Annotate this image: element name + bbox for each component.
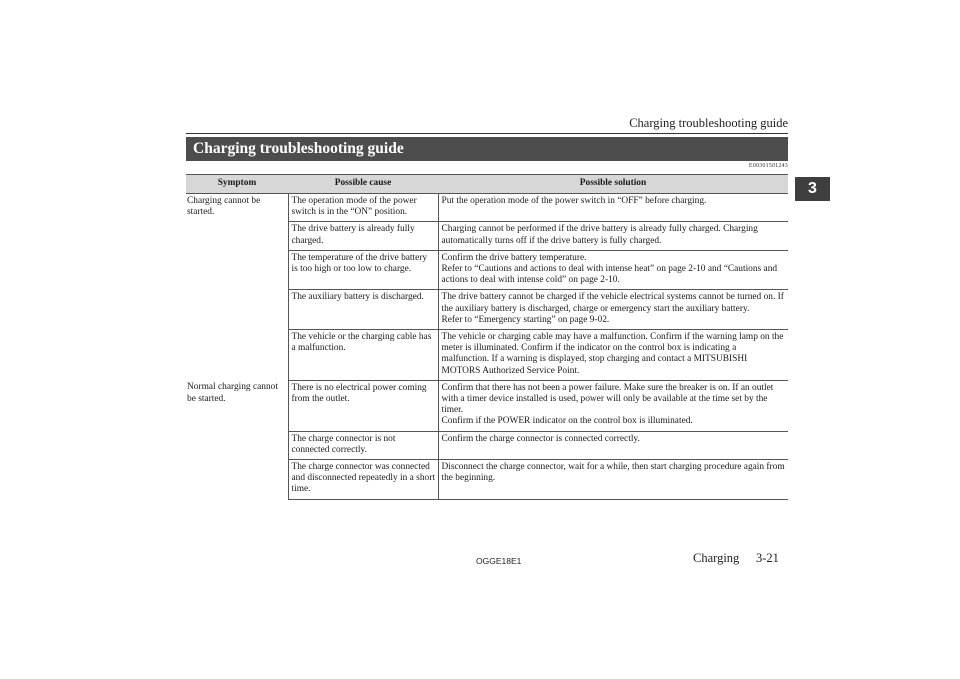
header-symptom: Symptom (186, 175, 288, 194)
solution-line: Put the operation mode of the power switch in “OFF” before charging. (441, 196, 707, 206)
solution-cell (438, 380, 788, 431)
table-header-row (186, 175, 788, 194)
cause-cell: The drive battery is already fully charged. (288, 222, 438, 250)
solution-cell (438, 194, 788, 222)
solution-line: Charging cannot be performed if the drive battery is already fully charged. Charging automatically turns off if the drive battery is fully charged. (441, 224, 758, 246)
solution-line: Disconnect the charge connector, wait for a while, then start charging procedure again from the beginning. (441, 462, 785, 484)
solution-line: The vehicle or charging cable may have a malfunction. Confirm if the warning lamp on the meter is illuminated. Confirm if the indicator on the control box is indicating a malfunction. If a warning is displayed, stop charging and contact a MITSUBISHI MOTORS Authorized Service Point. (441, 332, 784, 376)
table-row (186, 380, 788, 431)
cause-cell: The charge connector was connected and disconnected repeatedly in a short time. (288, 460, 438, 500)
header-solution: Possible solution (438, 175, 788, 194)
solution-line: The drive battery cannot be charged if the vehicle electrical systems cannot be turned on. If the auxiliary battery is discharged, charge or emergency start the auxiliary battery. (441, 292, 784, 314)
solution-cell (438, 290, 788, 330)
solution-line: Confirm the charge connector is connected correctly. (441, 433, 640, 444)
section-code: E00301501243 (748, 163, 788, 169)
running-head: Charging troubleshooting guide (629, 116, 788, 130)
solution-cell (438, 250, 788, 290)
footer-code: OGGE18E1 (476, 556, 522, 566)
section-title: Charging troubleshooting guide (186, 137, 788, 161)
cause-cell: The charge connector is not connected correctly. (288, 431, 438, 459)
solution-line: Refer to “Emergency starting” on page 9-02. (441, 314, 610, 325)
chapter-tab[interactable]: 3 (795, 177, 830, 201)
header-rule (186, 133, 788, 134)
cause-cell: The vehicle or the charging cable has a malfunction. (288, 330, 438, 381)
header-cause: Possible cause (288, 175, 438, 194)
solution-cell (438, 460, 788, 500)
solution-line: Confirm if the POWER indicator on the control box is illuminated. (441, 416, 693, 427)
cause-cell: The operation mode of the power switch is in the “ON” position. (288, 194, 438, 222)
symptom-cell: Normal charging cannot be started. (186, 380, 288, 499)
cause-cell: There is no electrical power coming from the outlet. (288, 380, 438, 431)
solution-cell (438, 330, 788, 381)
solution-line: Refer to “Cautions and actions to deal with intense heat” on page 2-10 and “Cautions and actions to deal with intense cold” on page 2-10. (441, 264, 778, 286)
footer-section: Charging (693, 551, 740, 565)
table-row (186, 194, 788, 222)
troubleshooting-table (186, 174, 788, 500)
solution-line: Confirm the drive battery temperature. (441, 252, 587, 263)
solution-cell (438, 222, 788, 250)
page-number: 3-21 (756, 551, 779, 565)
solution-line: Confirm that there has not been a power failure. Make sure the breaker is on. If an outlet with a timer device installed is used, power will only be available at the time set by the timer. (441, 382, 774, 416)
solution-cell (438, 431, 788, 459)
symptom-cell: Charging cannot be started. (186, 194, 288, 381)
cause-cell: The temperature of the drive battery is too high or too low to charge. (288, 250, 438, 290)
cause-cell: The auxiliary battery is discharged. (288, 290, 438, 330)
